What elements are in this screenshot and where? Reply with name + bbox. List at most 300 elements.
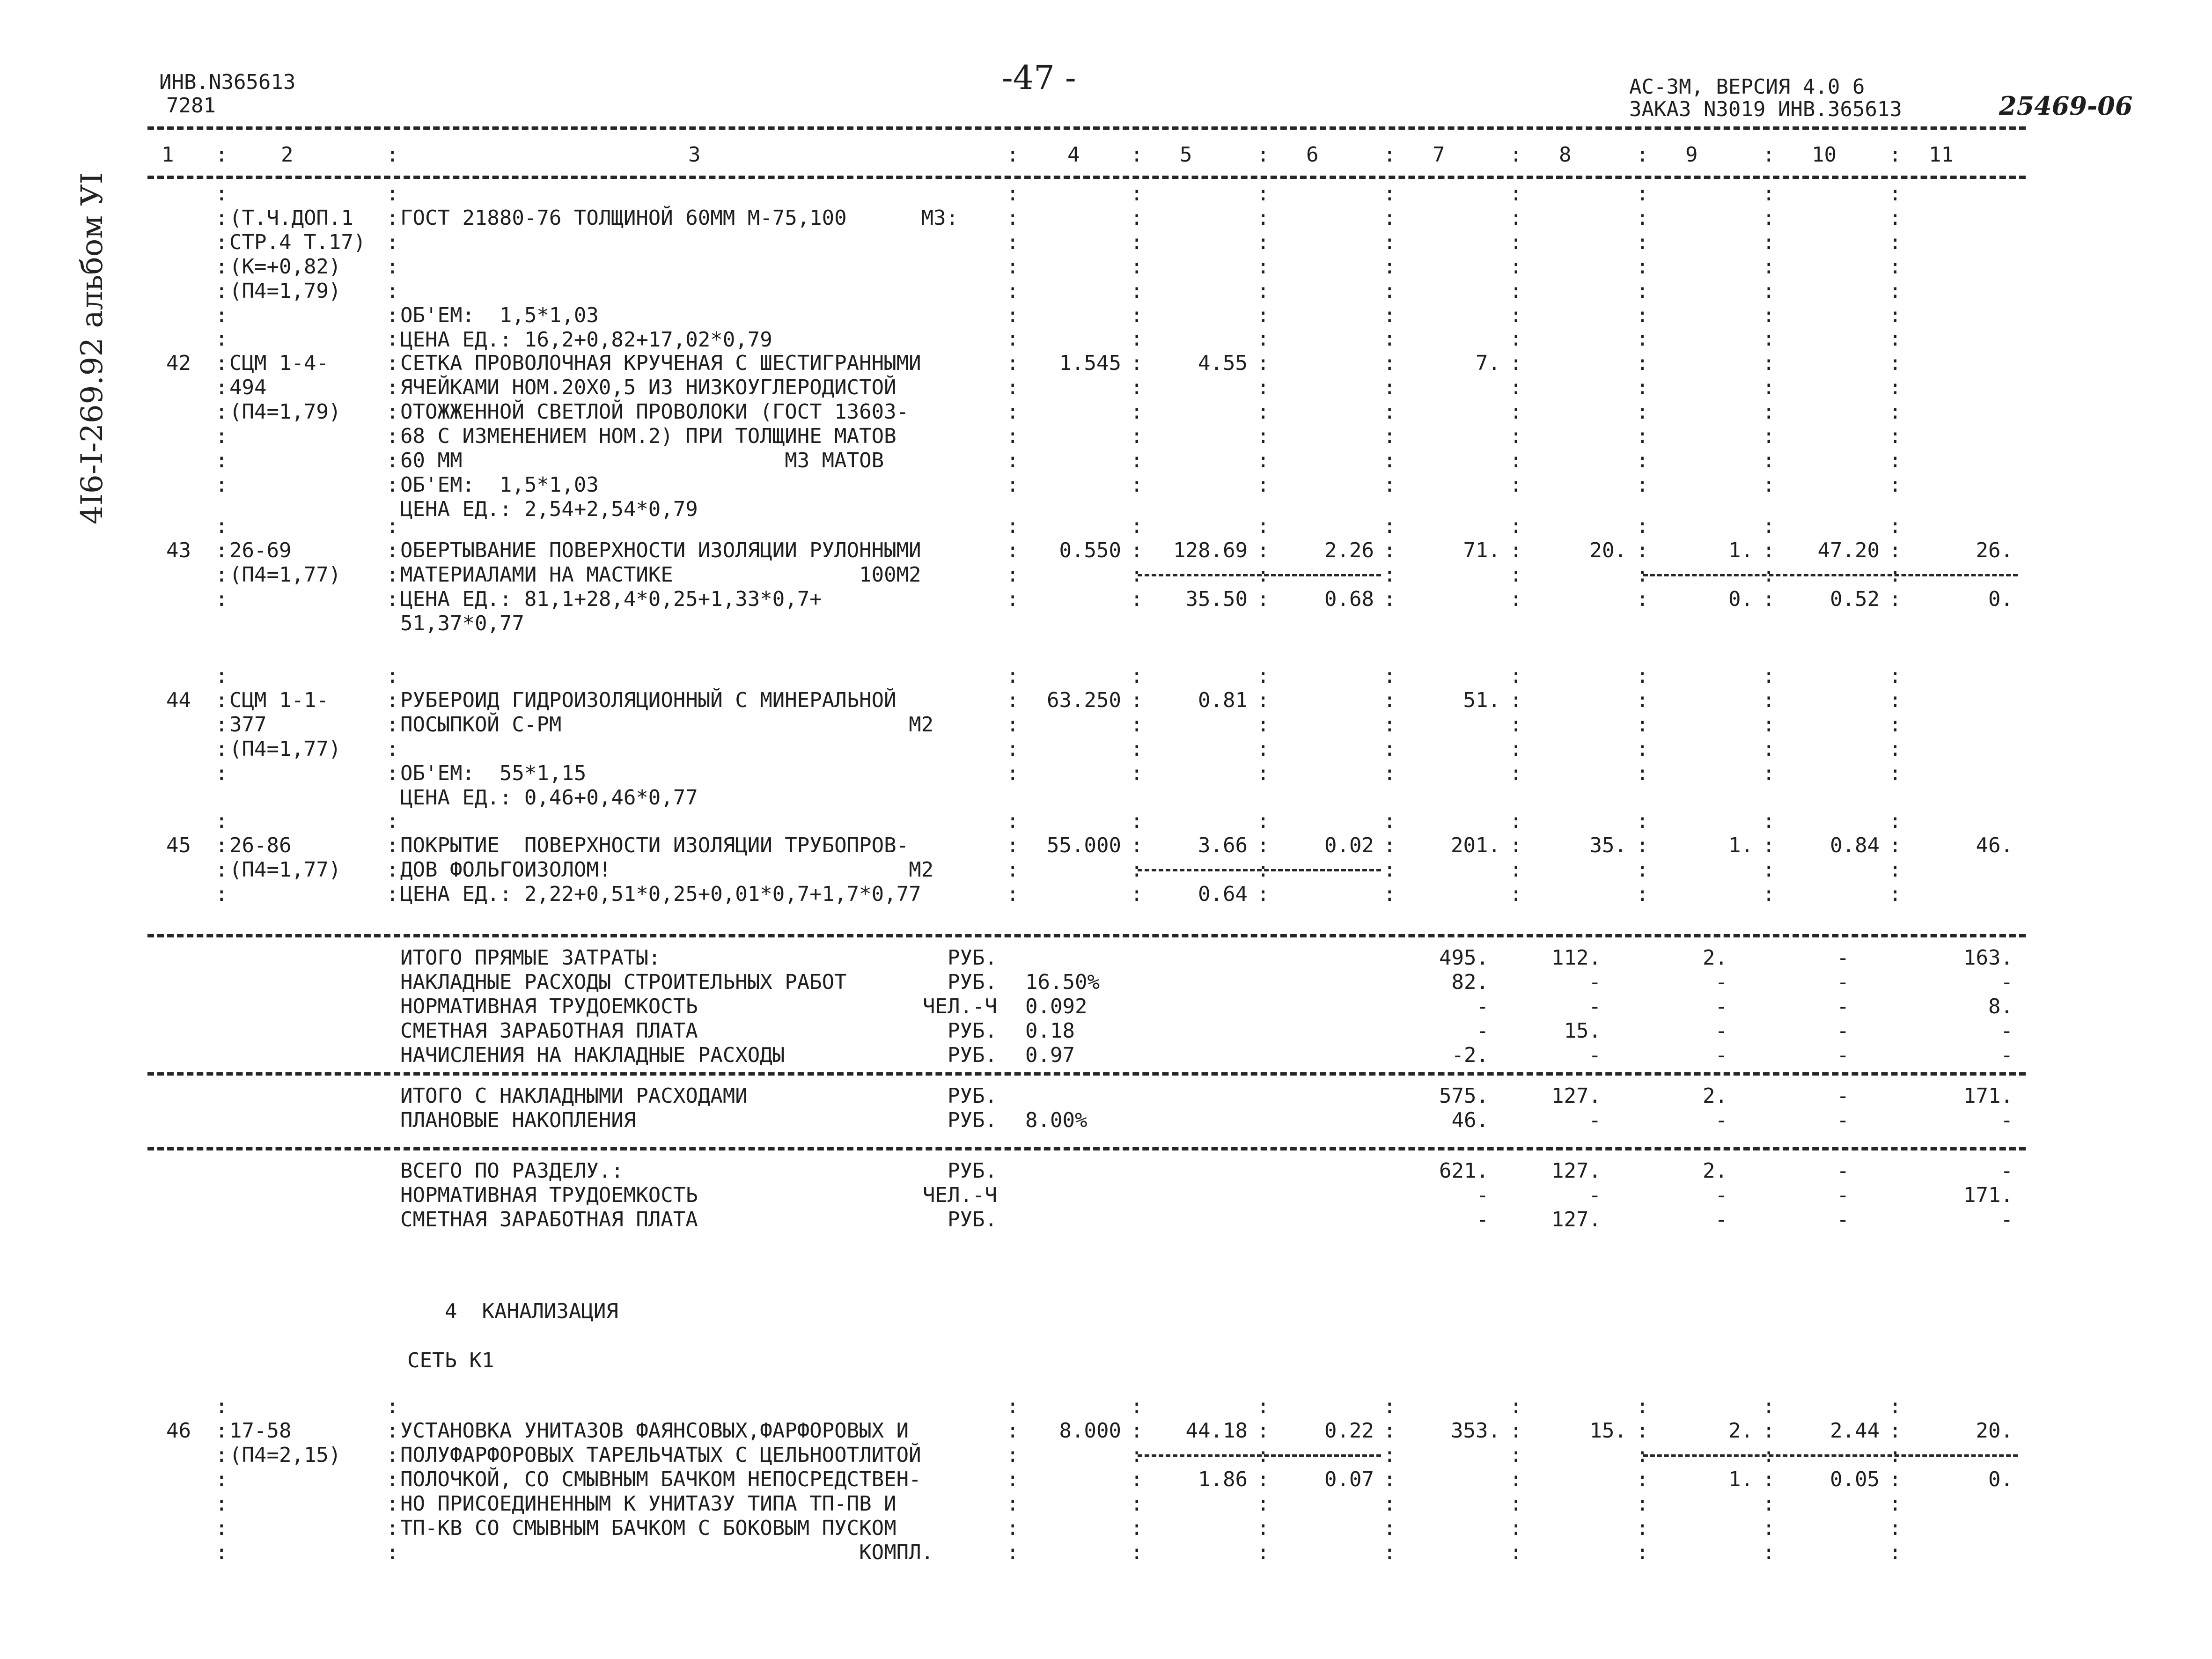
column-separator: : — [1383, 424, 1396, 448]
column-separator: : — [1383, 351, 1396, 375]
column-separator: : — [1383, 255, 1396, 279]
column-separator: : — [1763, 664, 1775, 688]
column-separator: : — [1636, 449, 1649, 472]
cell-rule — [1138, 869, 1381, 871]
row-value-c4: 55.000 — [1047, 833, 1121, 857]
column-separator: : — [215, 514, 228, 538]
side-album-label: 4I6-I-269.92 альбом УI — [75, 172, 110, 524]
column-separator: : — [1763, 303, 1775, 327]
column-separator: : — [1763, 1443, 1775, 1467]
column-separator: : — [1889, 833, 1902, 857]
column-separator: : — [1131, 1541, 1143, 1564]
column-separator: : — [1257, 737, 1270, 761]
column-separator: : — [1510, 449, 1522, 472]
column-separator: : — [1636, 737, 1649, 761]
column-separator: : — [386, 833, 399, 857]
inventory-sub-number: 7281 — [166, 94, 216, 118]
column-separator: : — [1383, 688, 1396, 712]
column-separator: : — [1383, 1467, 1396, 1491]
summary-value-c7: 82. — [1451, 970, 1489, 994]
column-separator: : — [1510, 424, 1522, 448]
column-separator: : — [1007, 1467, 1019, 1491]
column-separator: : — [1636, 1443, 1649, 1467]
column-separator: : — [215, 449, 228, 472]
column-separator: : — [215, 303, 228, 327]
column-separator: : — [1131, 1394, 1143, 1418]
column-separator: : — [1510, 1492, 1522, 1516]
column-separator: : — [386, 1516, 399, 1540]
row-value-c6: 2.26 — [1324, 538, 1374, 562]
column-separator: : — [215, 230, 228, 254]
column-separator: : — [1636, 182, 1649, 206]
column-separator: : — [1510, 230, 1522, 254]
column-separator: : — [1889, 1443, 1902, 1467]
column-separator: : — [1383, 449, 1396, 472]
column-separator: : — [1510, 833, 1522, 857]
column-separator: : — [1889, 351, 1902, 375]
column-separator: : — [1257, 587, 1270, 611]
column-separator: : — [386, 664, 399, 688]
summary-rate: 0.092 — [1025, 995, 1088, 1018]
column-separator: : — [1510, 1443, 1522, 1467]
row-description: ПОКРЫТИЕ ПОВЕРХНОСТИ ИЗОЛЯЦИИ ТРУБОПРОВ- — [400, 833, 909, 857]
column-number-8: 8 — [1559, 143, 1572, 167]
column-separator: : — [1636, 688, 1649, 712]
column-separator: : — [1889, 400, 1902, 424]
column-separator: : — [386, 809, 399, 833]
column-separator: : — [1763, 1394, 1775, 1418]
column-separator: : — [1383, 1419, 1396, 1443]
row-value-c7: 201. — [1451, 833, 1500, 857]
column-separator: : — [1383, 182, 1396, 206]
row-description: КОМПЛ. — [400, 1541, 934, 1564]
summary-unit: РУБ. — [948, 1159, 997, 1183]
column-separator: : — [1510, 206, 1522, 230]
column-separator: : — [1889, 1516, 1902, 1540]
column-separator: : — [1636, 563, 1649, 587]
column-separator: : — [1510, 143, 1522, 167]
column-separator: : — [1636, 473, 1649, 497]
summary-value-c10: - — [1837, 1159, 1849, 1183]
row-volume-price: ЦЕНА ЕД.: 16,2+0,82+17,02*0,79 — [400, 328, 772, 352]
column-separator: : — [1510, 664, 1522, 688]
row-value-c10: 2.44 — [1830, 1419, 1880, 1443]
column-separator: : — [1383, 230, 1396, 254]
column-separator: : — [1257, 1419, 1270, 1443]
column-separator: : — [386, 230, 399, 254]
summary-label: СМЕТНАЯ ЗАРАБОТНАЯ ПЛАТА — [400, 1208, 698, 1231]
column-separator: : — [1131, 1467, 1143, 1491]
column-separator: : — [1889, 449, 1902, 472]
column-separator: : — [1636, 761, 1649, 785]
column-separator: : — [1131, 1419, 1143, 1443]
column-separator: : — [215, 1516, 228, 1540]
column-separator: : — [1636, 858, 1649, 882]
column-separator: : — [1007, 1492, 1019, 1516]
summary-value-c11: - — [2000, 1043, 2013, 1067]
row-code: СЦМ 1-1- — [229, 688, 329, 712]
row-value-c5: 128.69 — [1173, 538, 1248, 562]
column-separator: : — [1763, 182, 1775, 206]
row-code: (П4=1,79) — [229, 279, 341, 303]
column-separator: : — [386, 449, 399, 472]
row-value-c6: 0.02 — [1324, 833, 1374, 857]
column-separator: : — [386, 143, 399, 167]
column-separator: : — [215, 1419, 228, 1443]
column-separator: : — [1007, 809, 1019, 833]
column-separator: : — [1131, 563, 1143, 587]
column-separator: : — [1889, 587, 1902, 611]
summary-value-c7: - — [1476, 1183, 1489, 1207]
summary-value-c9: - — [1715, 1183, 1727, 1207]
row-description: ПОЛОЧКОЙ, СО СМЫВНЫМ БАЧКОМ НЕПОСРЕДСТВЕН- — [400, 1467, 921, 1491]
summary-value-c10: - — [1837, 1208, 1849, 1231]
column-separator: : — [1510, 351, 1522, 375]
row-value-c11: 26. — [1976, 538, 2013, 562]
column-separator: : — [1510, 587, 1522, 611]
summary-label: НАЧИСЛЕНИЯ НА НАКЛАДНЫЕ РАСХОДЫ — [400, 1043, 785, 1067]
row-code: 377 — [229, 713, 267, 737]
column-separator: : — [1636, 713, 1649, 737]
column-separator: : — [1257, 424, 1270, 448]
column-separator: : — [1131, 424, 1143, 448]
cell-rule — [1643, 574, 2018, 576]
column-separator: : — [1007, 449, 1019, 472]
summary-rule — [147, 1072, 2026, 1076]
summary-value-c8: - — [1588, 1108, 1601, 1132]
column-separator: : — [1636, 587, 1649, 611]
column-separator: : — [1257, 230, 1270, 254]
column-separator: : — [1636, 833, 1649, 857]
column-separator: : — [1889, 1419, 1902, 1443]
summary-value-c10: - — [1837, 1183, 1849, 1207]
row-value-c10: 47.20 — [1817, 538, 1880, 562]
column-separator: : — [1510, 809, 1522, 833]
column-separator: : — [1636, 143, 1649, 167]
column-separator: : — [386, 713, 399, 737]
column-separator: : — [1763, 761, 1775, 785]
column-separator: : — [386, 688, 399, 712]
column-separator: : — [215, 563, 228, 587]
column-number-9: 9 — [1685, 143, 1698, 167]
summary-value-c11: - — [2000, 1159, 2013, 1183]
summary-unit: РУБ. — [948, 1208, 997, 1231]
column-separator: : — [1510, 1516, 1522, 1540]
column-separator: : — [1510, 713, 1522, 737]
column-separator: : — [1131, 833, 1143, 857]
row-code: (Т.Ч.ДОП.1 — [229, 206, 353, 230]
column-separator: : — [386, 1541, 399, 1564]
column-separator: : — [1510, 400, 1522, 424]
column-separator: : — [1636, 400, 1649, 424]
column-separator: : — [1889, 563, 1902, 587]
column-separator: : — [1763, 538, 1775, 562]
column-separator: : — [1636, 279, 1649, 303]
column-separator: : — [1763, 882, 1775, 906]
row-description: СЕТКА ПРОВОЛОЧНАЯ КРУЧЕНАЯ С ШЕСТИГРАННЫМИ — [400, 351, 921, 375]
column-separator: : — [1007, 351, 1019, 375]
column-separator: : — [1763, 858, 1775, 882]
column-separator: : — [1007, 1443, 1019, 1467]
summary-value-c11: 8. — [1988, 995, 2013, 1018]
column-separator: : — [215, 1443, 228, 1467]
column-separator: : — [1510, 1419, 1522, 1443]
row-description: ОБЕРТЫВАНИЕ ПОВЕРХНОСТИ ИЗОЛЯЦИИ РУЛОННЫМИ — [400, 538, 921, 562]
column-number-4: 4 — [1067, 143, 1080, 167]
page-number: -47 - — [1002, 59, 1076, 97]
summary-value-c9: - — [1715, 1208, 1727, 1231]
row-code: (П4=1,77) — [229, 858, 341, 882]
column-separator: : — [1007, 761, 1019, 785]
column-separator: : — [1007, 279, 1019, 303]
row-volume-price: ЦЕНА ЕД.: 0,46+0,46*0,77 — [400, 786, 698, 810]
column-separator: : — [215, 143, 228, 167]
column-separator: : — [386, 303, 399, 327]
row-value-c8: 15. — [1589, 1419, 1627, 1443]
summary-label: СМЕТНАЯ ЗАРАБОТНАЯ ПЛАТА — [400, 1019, 698, 1043]
column-number-7: 7 — [1433, 143, 1445, 167]
row-value-c11-second: 0. — [1988, 1467, 2013, 1491]
column-separator: : — [1007, 424, 1019, 448]
summary-value-c8: 112. — [1551, 946, 1601, 970]
summary-value-c9: - — [1715, 970, 1727, 994]
column-separator: : — [1257, 400, 1270, 424]
summary-value-c8: 15. — [1564, 1019, 1601, 1043]
column-separator: : — [1131, 858, 1143, 882]
row-value-c5: 4.55 — [1198, 351, 1248, 375]
column-separator: : — [1131, 143, 1143, 167]
cell-rule — [1138, 1454, 1381, 1457]
order-number: ЗАКАЗ N3019 ИНВ.365613 — [1629, 97, 1902, 121]
summary-value-c7: 46. — [1451, 1108, 1489, 1132]
summary-value-c10: - — [1837, 1108, 1849, 1132]
column-separator: : — [1889, 182, 1902, 206]
column-separator: : — [1131, 351, 1143, 375]
row-value-c8: 20. — [1589, 538, 1627, 562]
column-separator: : — [1510, 1394, 1522, 1418]
row-volume-price: ЦЕНА ЕД.: 81,1+28,4*0,25+1,33*0,7+ — [400, 587, 822, 611]
column-separator: : — [1383, 1492, 1396, 1516]
summary-value-c10: - — [1837, 1043, 1849, 1067]
column-separator: : — [1510, 538, 1522, 562]
row-value-c4: 1.545 — [1059, 351, 1121, 375]
column-separator: : — [1383, 514, 1396, 538]
summary-label: ИТОГО С НАКЛАДНЫМИ РАСХОДАМИ — [400, 1084, 748, 1108]
row-description: ДОВ ФОЛЬГОИЗОЛОМ! М2 — [400, 858, 934, 882]
row-value-c9: 2. — [1728, 1419, 1753, 1443]
row-value-c11: 20. — [1976, 1419, 2013, 1443]
row-code: (П4=2,15) — [229, 1443, 341, 1467]
column-separator: : — [386, 279, 399, 303]
summary-value-c9: - — [1715, 1043, 1727, 1067]
column-separator: : — [1383, 206, 1396, 230]
summary-rate: 0.18 — [1025, 1019, 1075, 1043]
column-separator: : — [386, 514, 399, 538]
summary-value-c8: 127. — [1551, 1084, 1601, 1108]
column-separator: : — [215, 473, 228, 497]
row-value-c7: 353. — [1451, 1419, 1500, 1443]
summary-value-c11: - — [2000, 1019, 2013, 1043]
column-separator: : — [1007, 858, 1019, 882]
section-subtitle: СЕТЬ К1 — [407, 1349, 494, 1372]
summary-value-c10: - — [1837, 995, 1849, 1018]
column-separator: : — [1131, 376, 1143, 399]
summary-value-c7: -2. — [1451, 1043, 1489, 1067]
column-separator: : — [215, 737, 228, 761]
row-code: СЦМ 1-4- — [229, 351, 329, 375]
column-separator: : — [1257, 713, 1270, 737]
row-value-c7: 7. — [1476, 351, 1500, 375]
summary-value-c11: 163. — [1963, 946, 2013, 970]
row-number: 43 — [166, 538, 191, 562]
column-separator: : — [1889, 303, 1902, 327]
column-number-3: 3 — [688, 143, 701, 167]
summary-label: ВСЕГО ПО РАЗДЕЛУ.: — [400, 1159, 624, 1183]
column-separator: : — [1007, 688, 1019, 712]
cell-rule — [1138, 574, 1381, 576]
column-separator: : — [1383, 1516, 1396, 1540]
column-separator: : — [1889, 1467, 1902, 1491]
row-value-c9: 1. — [1728, 833, 1753, 857]
column-separator: : — [1763, 473, 1775, 497]
summary-value-c11: 171. — [1963, 1183, 2013, 1207]
row-description: НО ПРИСОЕДИНЕННЫМ К УНИТАЗУ ТИПА ТП-ПВ И — [400, 1492, 897, 1516]
column-separator: : — [1257, 1394, 1270, 1418]
row-value-c9-second: 1. — [1728, 1467, 1753, 1491]
summary-value-c8: - — [1588, 970, 1601, 994]
row-code: (П4=1,79) — [229, 400, 341, 424]
column-separator: : — [215, 833, 228, 857]
summary-value-c8: - — [1588, 995, 1601, 1018]
column-separator: : — [1636, 1492, 1649, 1516]
column-separator: : — [1889, 376, 1902, 399]
column-separator: : — [1636, 255, 1649, 279]
inventory-number: ИНВ.N365613 — [159, 70, 296, 94]
summary-value-c10: - — [1837, 970, 1849, 994]
column-separator: : — [215, 351, 228, 375]
column-separator: : — [1889, 664, 1902, 688]
column-separator: : — [1383, 1541, 1396, 1564]
column-separator: : — [1257, 206, 1270, 230]
column-separator: : — [1131, 230, 1143, 254]
column-separator: : — [1007, 538, 1019, 562]
column-separator: : — [215, 1541, 228, 1564]
row-description: МАТЕРИАЛАМИ НА МАСТИКЕ 100М2 — [400, 563, 921, 587]
column-separator: : — [386, 737, 399, 761]
column-separator: : — [1257, 833, 1270, 857]
row-value-c7: 51. — [1463, 688, 1500, 712]
column-separator: : — [1636, 1541, 1649, 1564]
column-separator: : — [1510, 279, 1522, 303]
summary-unit: ЧЕЛ.-Ч — [923, 1183, 997, 1207]
row-value-c5-second: 35.50 — [1185, 587, 1248, 611]
column-separator: : — [1383, 713, 1396, 737]
column-number-2: 2 — [281, 143, 294, 167]
column-separator: : — [1889, 327, 1902, 351]
column-separator: : — [1007, 514, 1019, 538]
column-separator: : — [1383, 882, 1396, 906]
column-separator: : — [386, 1492, 399, 1516]
column-separator: : — [1131, 587, 1143, 611]
column-separator: : — [1763, 1492, 1775, 1516]
column-separator: : — [1131, 303, 1143, 327]
column-separator: : — [1131, 449, 1143, 472]
row-code: 26-86 — [229, 833, 292, 857]
column-separator: : — [1763, 400, 1775, 424]
column-separator: : — [215, 1394, 228, 1418]
column-separator: : — [1510, 1541, 1522, 1564]
summary-unit: РУБ. — [948, 1043, 997, 1067]
column-separator: : — [1763, 809, 1775, 833]
top-rule — [147, 126, 2026, 130]
row-description: ГОСТ 21880-76 ТОЛЩИНОЙ 60ММ М-75,100 М3: — [400, 206, 959, 230]
column-separator: : — [1257, 449, 1270, 472]
column-separator: : — [386, 206, 399, 230]
column-separator: : — [386, 182, 399, 206]
column-separator: : — [1510, 882, 1522, 906]
column-separator: : — [386, 255, 399, 279]
column-separator: : — [386, 1419, 399, 1443]
column-separator: : — [1131, 761, 1143, 785]
column-separator: : — [1383, 809, 1396, 833]
summary-value-c9: 2. — [1703, 946, 1727, 970]
column-separator: : — [1510, 376, 1522, 399]
column-separator: : — [1257, 473, 1270, 497]
column-separator: : — [215, 761, 228, 785]
column-separator: : — [386, 1394, 399, 1418]
column-separator: : — [1383, 279, 1396, 303]
column-separator: : — [1007, 1394, 1019, 1418]
row-volume-price: ОБ'ЕМ: 1,5*1,03 — [400, 303, 599, 327]
column-separator: : — [1131, 882, 1143, 906]
column-separator: : — [386, 351, 399, 375]
column-separator: : — [386, 400, 399, 424]
column-separator: : — [1007, 182, 1019, 206]
row-number: 45 — [166, 833, 191, 857]
column-separator: : — [1007, 327, 1019, 351]
row-value-c5: 0.81 — [1198, 688, 1248, 712]
column-separator: : — [1636, 1516, 1649, 1540]
column-separator: : — [1131, 664, 1143, 688]
summary-unit: ЧЕЛ.-Ч — [923, 995, 997, 1018]
column-separator: : — [1257, 688, 1270, 712]
column-separator: : — [1763, 1467, 1775, 1491]
column-separator: : — [215, 587, 228, 611]
column-separator: : — [215, 1492, 228, 1516]
row-code: (П4=1,77) — [229, 563, 341, 587]
row-description: 68 С ИЗМЕНЕНИЕМ НОМ.2) ПРИ ТОЛЩИНЕ МАТОВ — [400, 424, 897, 448]
column-separator: : — [1510, 1467, 1522, 1491]
row-value-c10-second: 0.52 — [1830, 587, 1880, 611]
column-separator: : — [1257, 327, 1270, 351]
summary-value-c7: 575. — [1439, 1084, 1489, 1108]
column-separator: : — [215, 809, 228, 833]
column-separator: : — [1007, 473, 1019, 497]
column-separator: : — [1763, 424, 1775, 448]
column-separator: : — [1636, 882, 1649, 906]
column-separator: : — [215, 882, 228, 906]
column-separator: : — [1763, 713, 1775, 737]
header-rule — [147, 176, 2026, 179]
row-value-c6-second: 0.07 — [1324, 1467, 1374, 1491]
row-value-c5-second: 1.86 — [1198, 1467, 1248, 1491]
column-separator: : — [1383, 737, 1396, 761]
column-separator: : — [1131, 206, 1143, 230]
column-separator: : — [215, 327, 228, 351]
column-separator: : — [1131, 473, 1143, 497]
row-number: 44 — [166, 688, 191, 712]
column-separator: : — [1636, 1394, 1649, 1418]
